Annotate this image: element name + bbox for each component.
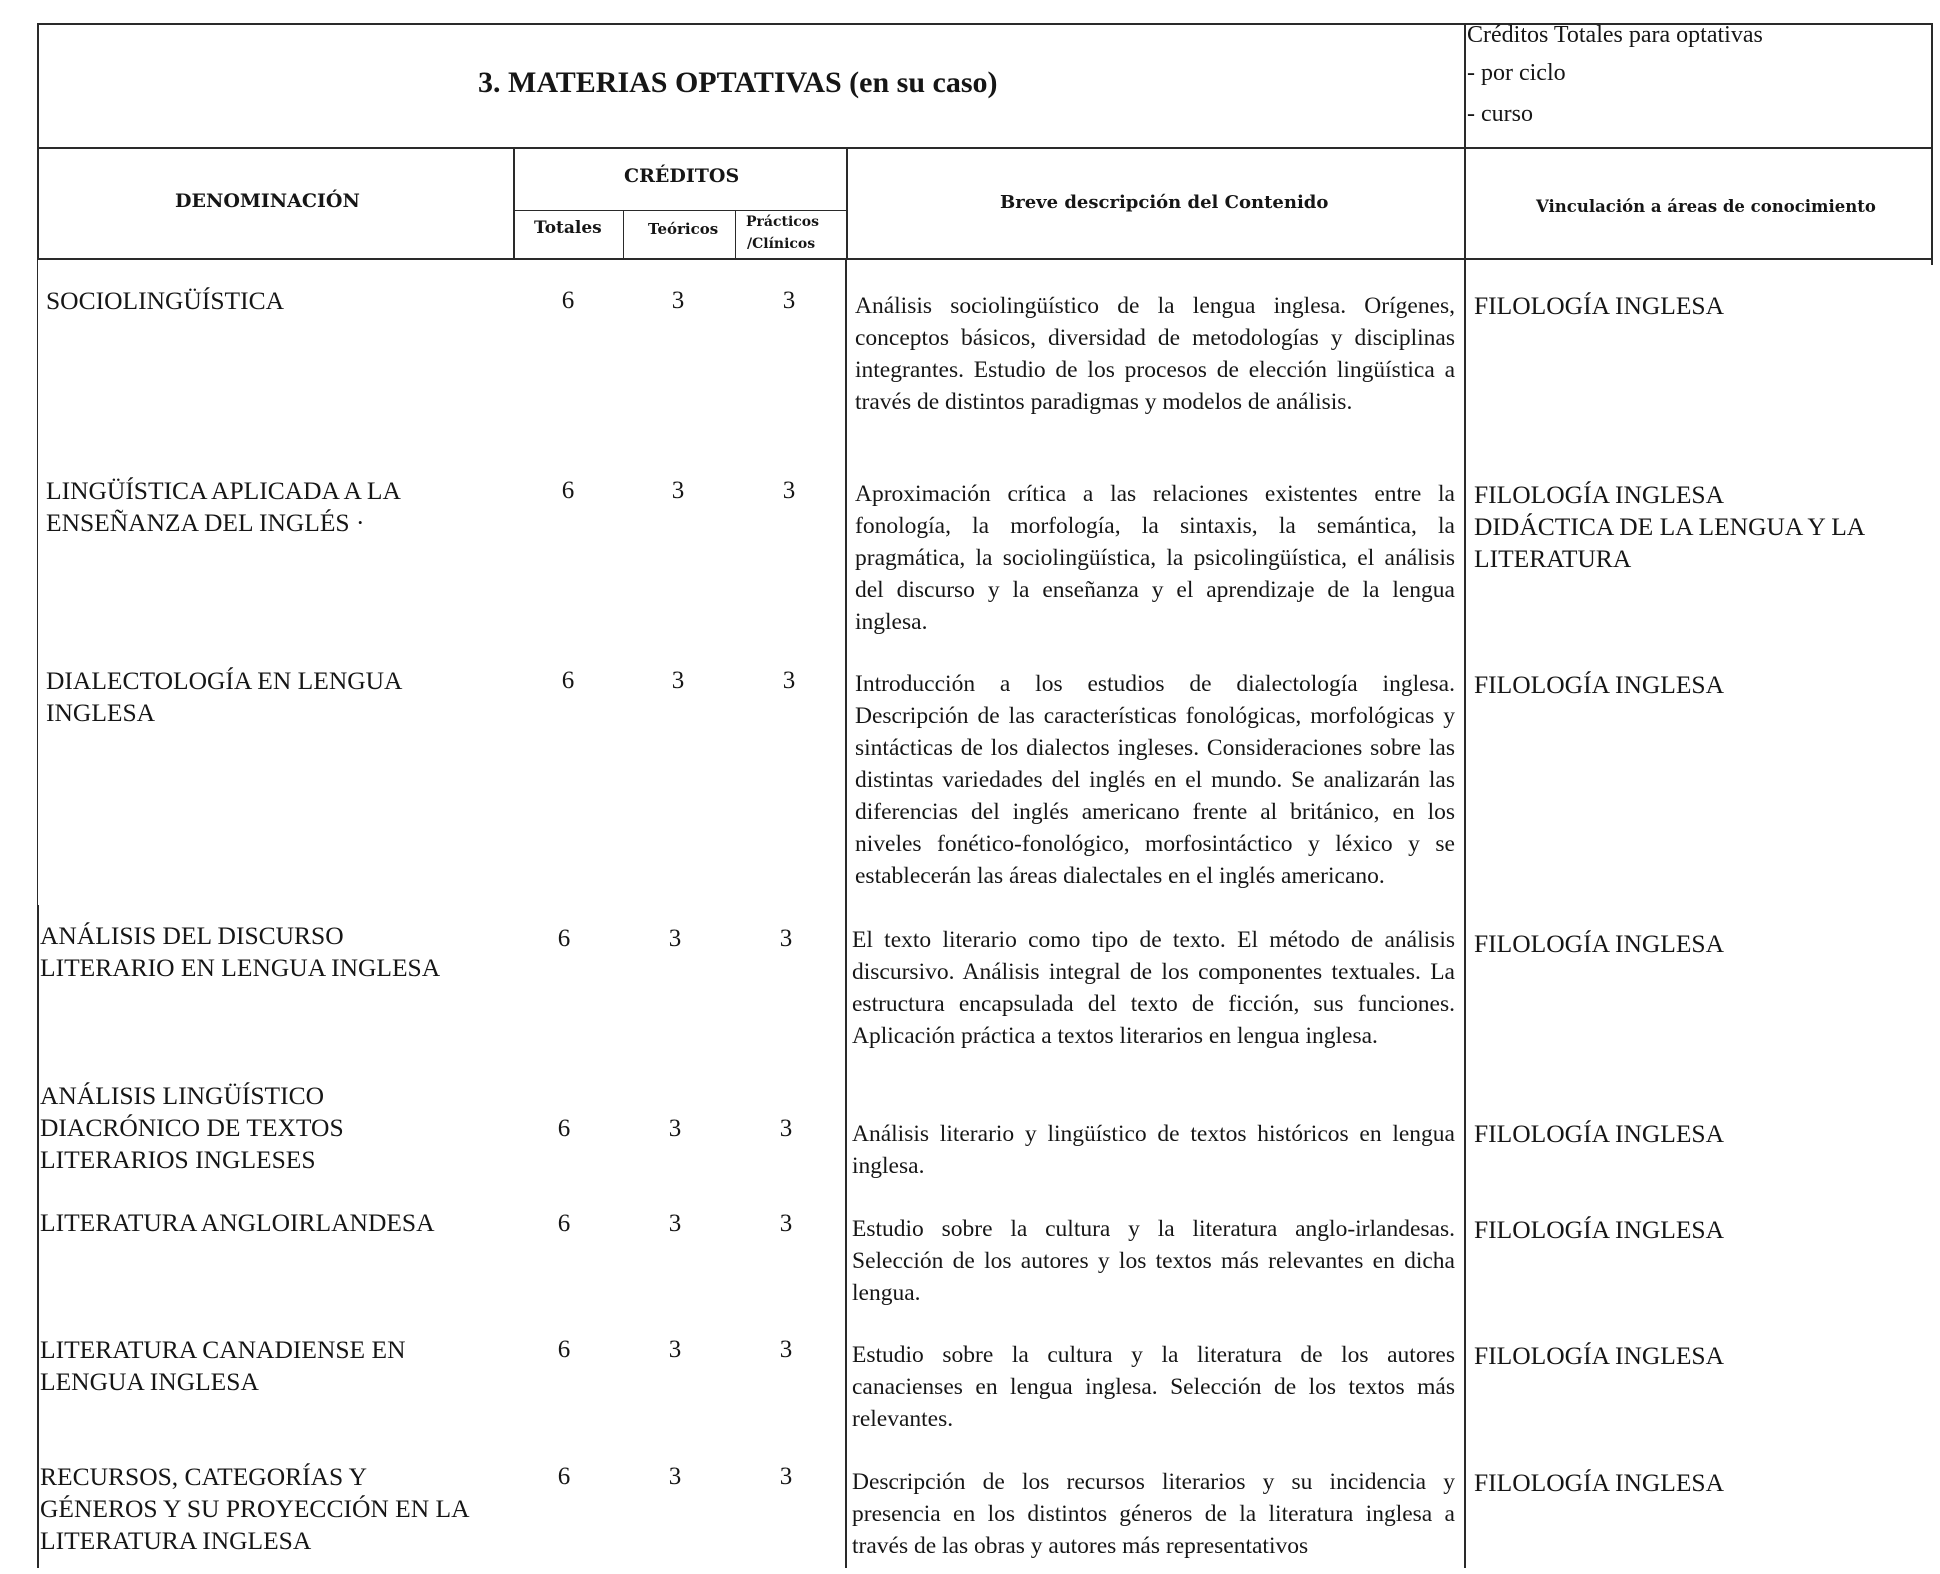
subject-description: Estudio sobre la cultura y la literatura de los autores canacienses en lengua inglesa. Selección de los textos más relevantes.	[852, 1342, 1455, 1432]
credits-teoricos: 3	[671, 287, 685, 314]
header-creditos: CRÉDITOS	[624, 165, 740, 187]
credits-teoricos: 3	[668, 1210, 682, 1237]
credits-teoricos: 3	[668, 925, 682, 952]
subject-description: Estudio sobre la cultura y la literatura anglo-irlandesas. Selección de los autores y los textos más relevantes en dicha lengua.	[852, 1216, 1455, 1306]
subject-name: DIALECTOLOGÍA EN LENGUA INGLESA	[46, 666, 403, 727]
denominacion-right-line	[513, 147, 515, 260]
credits-totales: 6	[557, 1115, 571, 1142]
credits-teoricos: 3	[671, 477, 685, 504]
subject-name: LITERATURA CANADIENSE EN LENGUA INGLESA	[40, 1335, 406, 1396]
credits-totales: 6	[557, 925, 571, 952]
knowledge-area: FILOLOGÍA INGLESA	[1474, 1215, 1725, 1244]
credits-practicos: 3	[779, 1115, 793, 1142]
teoricos-right-line	[735, 210, 736, 260]
credits-teoricos: 3	[668, 1336, 682, 1363]
knowledge-area: FILOLOGÍA INGLESA	[1474, 670, 1725, 699]
credits-teoricos: 3	[671, 667, 685, 694]
header-vinculacion: Vinculación a áreas de conocimiento	[1536, 197, 1876, 216]
subject-name: ANÁLISIS DEL DISCURSO LITERARIO EN LENGUA INGLESA	[40, 921, 441, 982]
knowledge-area: FILOLOGÍA INGLESA	[1474, 291, 1725, 320]
header-descripcion: Breve descripción del Contenido	[1000, 192, 1329, 213]
creditos-sub-line	[513, 210, 848, 211]
subject-description: Aproximación crítica a las relaciones existentes entre la fonología, la morfología, la sintaxis, la semántica, la pragmática, la sociolingüística, la psicolingüística, el análisis del discurso y la enseñanza y el aprendizaje de la lengua inglesa.	[855, 481, 1455, 635]
credits-practicos: 3	[779, 1336, 793, 1363]
subject-name: RECURSOS, CATEGORÍAS Y GÉNEROS Y SU PROYECCIÓN EN LA LITERATURA INGLESA	[40, 1462, 470, 1555]
subject-description: Introducción a los estudios de dialectología inglesa. Descripción de las características fonológicas, morfológicas y sintácticas de los dialectos ingleses. Consideraciones sobre las distintas variedades del inglés en el mundo. Se analizarán las diferencias del inglés americano frente al británico, en los niveles fonético-fonológico, morfosintáctico y léxico y se establecerán las áreas dialectales en el inglés americano.	[855, 671, 1455, 889]
totales-right-line	[623, 210, 624, 260]
knowledge-area: FILOLOGÍA INGLESA	[1474, 1341, 1725, 1370]
header-bottom-line	[37, 258, 1933, 260]
subject-description: Análisis sociolingüístico de la lengua inglesa. Orígenes, conceptos básicos, diversidad de metodologías y disciplinas integrantes. Estudio de los procesos de elección lingüística a través de distintos paradigmas y modelos de análisis.	[855, 293, 1455, 415]
knowledge-area: FILOLOGÍA INGLESA	[1474, 1119, 1725, 1148]
subject-description: El texto literario como tipo de texto. El método de análisis discursivo. Análisis integral de los componentes textuales. La estructura encapsulada del texto de ficción, sus funciones. Aplicación práctica a textos literarios en lengua inglesa.	[852, 927, 1455, 1049]
title-divider	[1464, 23, 1466, 1568]
credits-practicos: 3	[779, 1463, 793, 1490]
credits-practicos: 3	[782, 667, 796, 694]
credits-totales: 6	[561, 477, 575, 504]
credits-totales: 6	[557, 1210, 571, 1237]
denominacion-left-line	[37, 905, 39, 1568]
knowledge-area: FILOLOGÍA INGLESA DIDÁCTICA DE LA LENGUA Y LA LITERATURA	[1474, 480, 1866, 573]
page-title: 3. MATERIAS OPTATIVAS (en su caso)	[478, 66, 998, 99]
header-practicos-line2: /Clínicos	[747, 236, 816, 252]
curso-label: - curso	[1467, 101, 1533, 127]
credits-practicos: 3	[782, 477, 796, 504]
subject-name: LITERATURA ANGLOIRLANDESA	[40, 1208, 435, 1237]
credits-totales: 6	[557, 1463, 571, 1490]
creditos-right-line	[846, 147, 848, 260]
knowledge-area: FILOLOGÍA INGLESA	[1474, 1468, 1725, 1497]
table-border-right	[1931, 23, 1933, 265]
table-border-left-top	[37, 23, 39, 260]
credits-practicos: 3	[779, 925, 793, 952]
subject-name: LINGÜÍSTICA APLICADA A LA ENSEÑANZA DEL INGLÉS ·	[46, 476, 401, 537]
credits-totales: 6	[561, 667, 575, 694]
title-bottom-line	[37, 147, 1933, 149]
subject-description: Análisis literario y lingüístico de textos históricos en lengua inglesa.	[852, 1121, 1455, 1179]
credits-teoricos: 3	[668, 1115, 682, 1142]
creditos-totales-label: Créditos Totales para optativas	[1467, 22, 1763, 48]
body-left-line-upper	[37, 258, 38, 908]
subject-name: SOCIOLINGÜÍSTICA	[46, 286, 284, 315]
credits-totales: 6	[557, 1336, 571, 1363]
header-denominacion: DENOMINACIÓN	[175, 190, 360, 212]
credits-practicos: 3	[779, 1210, 793, 1237]
header-totales: Totales	[534, 218, 602, 238]
header-practicos-line1: Prácticos	[746, 214, 820, 230]
subject-name: ANÁLISIS LINGÜÍSTICO DIACRÓNICO DE TEXTOS LITERARIOS INGLESES	[40, 1081, 344, 1174]
credits-totales: 6	[561, 287, 575, 314]
credits-practicos: 3	[782, 287, 796, 314]
description-left-line	[845, 258, 847, 1568]
knowledge-area: FILOLOGÍA INGLESA	[1474, 929, 1725, 958]
subject-description: Descripción de los recursos literarios y su incidencia y presencia en los distintos géneros de la literatura inglesa a través de las obras y autores más representativos	[852, 1469, 1455, 1559]
por-ciclo-label: - por ciclo	[1467, 60, 1566, 86]
credits-teoricos: 3	[668, 1463, 682, 1490]
header-teoricos: Teóricos	[648, 220, 719, 238]
